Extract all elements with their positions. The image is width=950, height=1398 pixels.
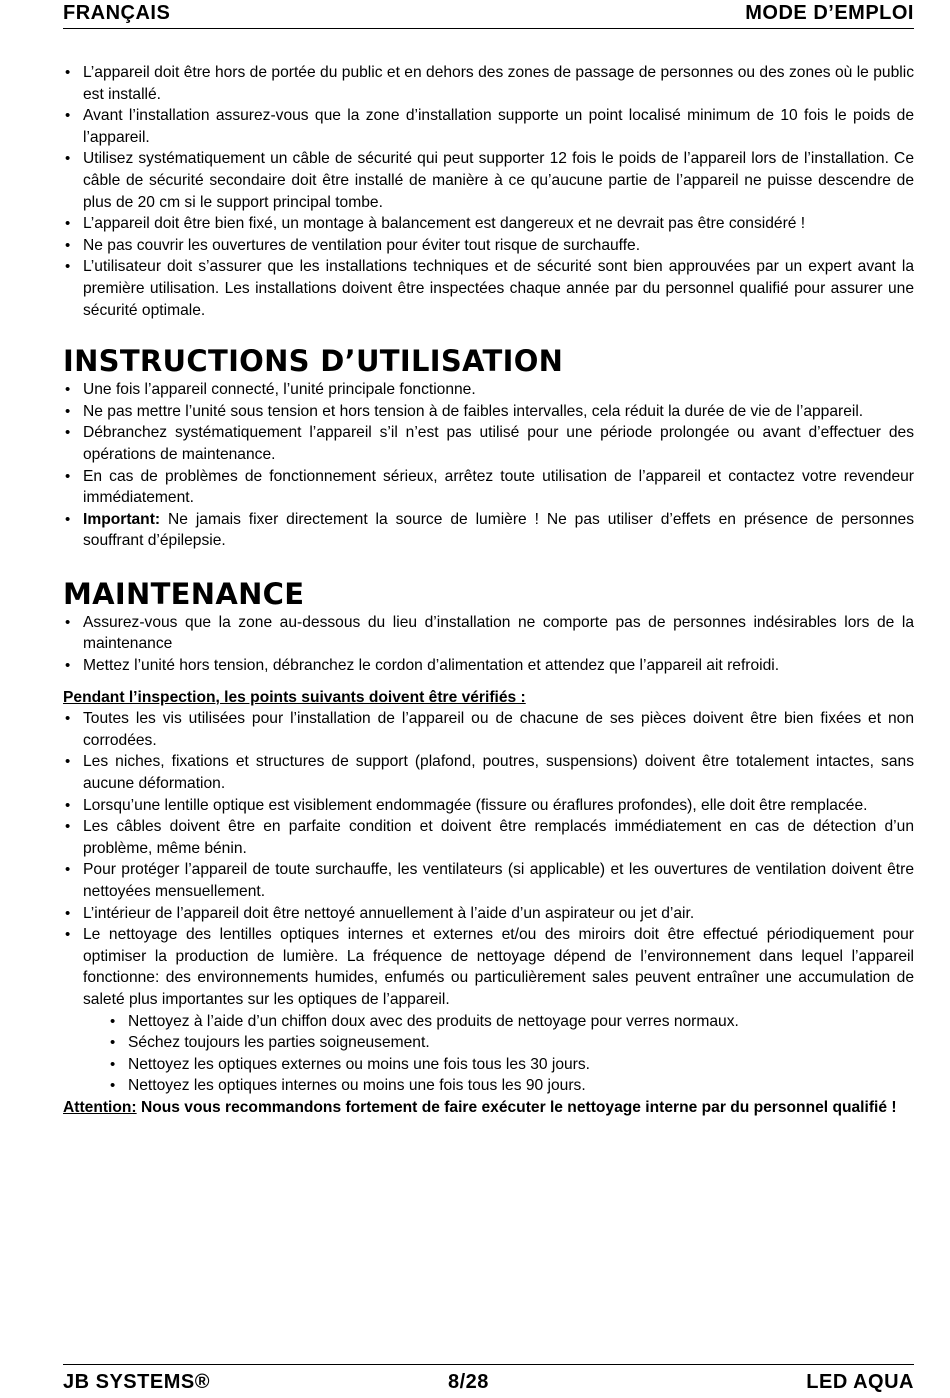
important-label: Important: bbox=[83, 510, 161, 528]
list-item: • Une fois l’appareil connecté, l’unité principale fonctionne. bbox=[63, 379, 914, 401]
page-content bbox=[63, 62, 914, 1119]
inspection-title: Pendant l’inspection, les points suivants doivent être vérifiés : bbox=[63, 688, 526, 706]
usage-list bbox=[63, 379, 914, 552]
list-item: • L’intérieur de l’appareil doit être nettoyé annuellement à l’aide d’un aspirateur ou jet d’air. bbox=[63, 903, 914, 925]
list-item: • Assurez-vous que la zone au-dessous du lieu d’installation ne comporte pas de personnes indésirables lors de la maintenance bbox=[63, 612, 914, 655]
header-language: FRANÇAIS bbox=[63, 2, 171, 24]
safety-list bbox=[63, 62, 914, 321]
list-item: • Ne pas mettre l’unité sous tension et hors tension à de faibles intervalles, cela réduit la durée de vie de l’appareil. bbox=[63, 401, 914, 423]
list-item: • Lorsqu’une lentille optique est visiblement endommagée (fissure ou éraflures profondes), elle doit être remplacée. bbox=[63, 795, 914, 817]
list-item: • Séchez toujours les parties soigneusement. bbox=[108, 1032, 914, 1054]
list-item: • Les câbles doivent être en parfaite condition et doivent être remplacés immédiatement en cas de détection d’un problème, même bénin. bbox=[63, 816, 914, 859]
page-header bbox=[63, 0, 914, 29]
list-item: • Nettoyez les optiques externes ou moins une fois tous les 30 jours. bbox=[108, 1054, 914, 1076]
maintenance-heading: MAINTENANCE bbox=[63, 576, 305, 611]
list-item: • L’appareil doit être hors de portée du public et en dehors des zones de passage de personnes ou des zones où le public est installé. bbox=[63, 62, 914, 105]
cleaning-sublist bbox=[108, 1011, 914, 1097]
list-item: • Utilisez systématiquement un câble de sécurité qui peut supporter 12 fois le poids de l’appareil lors de l’installation. Ce câble de sécurité secondaire doit être installé de manière à ce qu’aucune partie de l’appareil ne puisse descendre de plus de 20 cm si le support principal tombe. bbox=[63, 148, 914, 213]
footer-product: LED AQUA bbox=[806, 1371, 914, 1393]
list-item: • Nettoyez à l’aide d’un chiffon doux avec des produits de nettoyage pour verres normaux. bbox=[108, 1011, 914, 1033]
list-item: • Pour protéger l’appareil de toute surchauffe, les ventilateurs (si applicable) et les ouvertures de ventilation doivent être nettoyées mensuellement. bbox=[63, 859, 914, 902]
list-item: • Mettez l’unité hors tension, débranchez le cordon d’alimentation et attendez que l’appareil ait refroidi. bbox=[63, 655, 914, 677]
page-number: 8/28 bbox=[448, 1371, 489, 1393]
list-item: • Toutes les vis utilisées pour l’installation de l’appareil ou de chacune de ses pièces doivent être bien fixées et non corrodées. bbox=[63, 708, 914, 751]
attention-label: Attention: bbox=[63, 1098, 137, 1116]
attention-note bbox=[63, 1097, 914, 1119]
attention-text: Nous vous recommandons fortement de faire exécuter le nettoyage interne par du personnel qualifié ! bbox=[136, 1098, 897, 1116]
list-item: • Avant l’installation assurez-vous que la zone d’installation supporte un point localisé minimum de 10 fois le poids de l’appareil. bbox=[63, 105, 914, 148]
page-footer bbox=[63, 1364, 914, 1398]
list-item: • L’appareil doit être bien fixé, un montage à balancement est dangereux et ne devrait pas être considéré ! bbox=[63, 213, 914, 235]
usage-heading: INSTRUCTIONS D’UTILISATION bbox=[63, 344, 564, 379]
list-item: • Les niches, fixations et structures de support (plafond, poutres, suspensions) doivent être totalement intactes, sans aucune déformation. bbox=[63, 751, 914, 794]
inspection-list bbox=[63, 708, 914, 1010]
list-item: • Ne pas couvrir les ouvertures de ventilation pour éviter tout risque de surchauffe. bbox=[63, 235, 914, 257]
list-item: • En cas de problèmes de fonctionnement sérieux, arrêtez toute utilisation de l’appareil et contactez votre revendeur immédiatement. bbox=[63, 466, 914, 509]
list-item: • Nettoyez les optiques internes ou moins une fois tous les 90 jours. bbox=[108, 1075, 914, 1097]
list-item: • Débranchez systématiquement l’appareil s’il n’est pas utilisé pour une période prolongée ou avant d’effectuer des opérations de maintenance. bbox=[63, 422, 914, 465]
important-text: Ne jamais fixer directement la source de lumière ! Ne pas utiliser d’effets en présence de personnes souffrant d’épilepsie. bbox=[83, 510, 914, 550]
maintenance-list bbox=[63, 612, 914, 677]
list-item: • Le nettoyage des lentilles optiques internes et externes et/ou des miroirs doit être effectué périodiquement pour optimiser la production de lumière. La fréquence de nettoyage dépend de l’environnement dans lequel l’appareil fonctionne: des environnements humides, enfumés ou particulièrement sales peuvent entraîner une accumulation de saleté plus importantes sur les optiques de l’appareil. bbox=[63, 924, 914, 1010]
list-item: • L’utilisateur doit s’assurer que les installations techniques et de sécurité sont bien approuvées par un expert avant la première utilisation. Les installations doivent être inspectées chaque année par du personnel qualifié pour assurer une sécurité optimale. bbox=[63, 256, 914, 321]
footer-brand: JB SYSTEMS® bbox=[63, 1371, 210, 1393]
header-doc-type: MODE D’EMPLOI bbox=[745, 2, 914, 24]
list-item-important bbox=[63, 509, 914, 552]
manual-page bbox=[63, 0, 914, 1397]
